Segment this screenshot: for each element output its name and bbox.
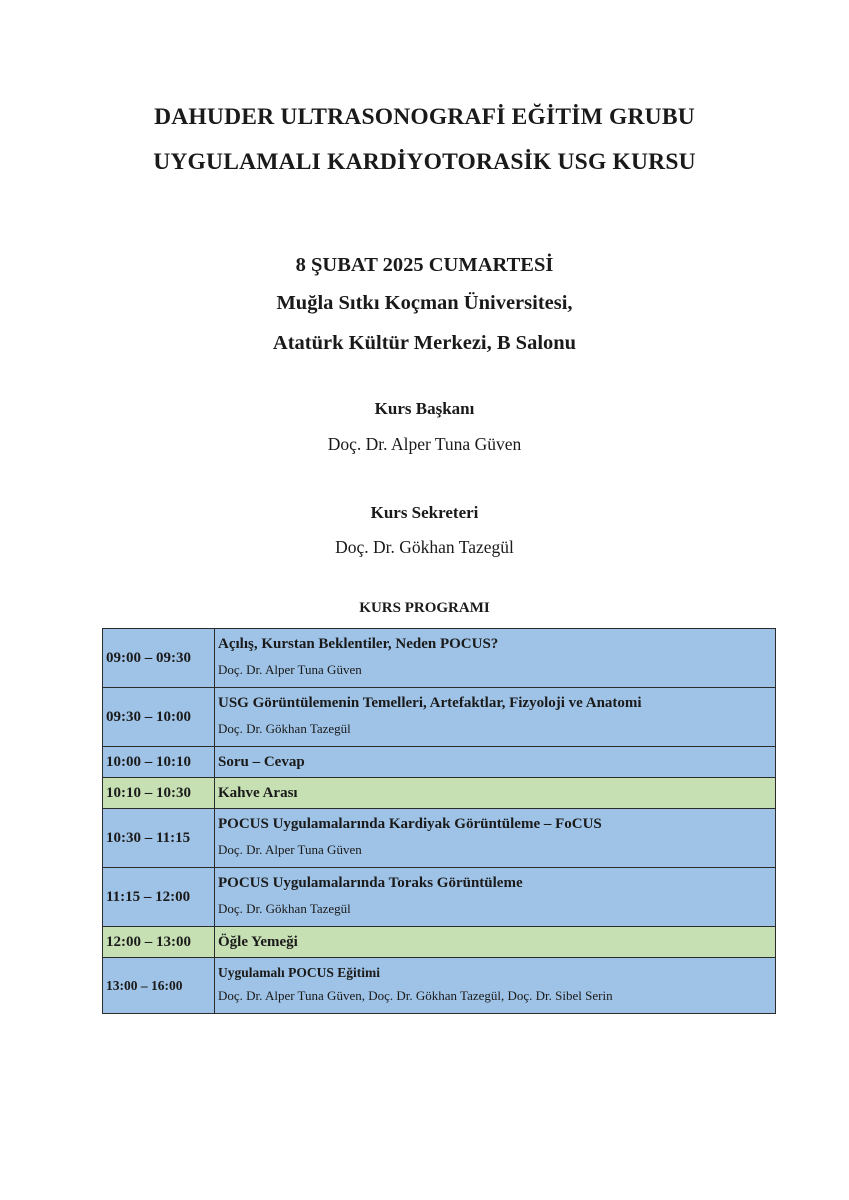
break-label: Kahve Arası	[218, 785, 298, 801]
session-cell	[215, 958, 776, 1014]
session-time: 10:00 – 10:10	[103, 747, 215, 778]
table-row	[103, 868, 776, 927]
session-topic: POCUS Uygulamalarında Kardiyak Görüntüleme – FoCUS	[218, 816, 602, 832]
secretary-name: Doç. Dr. Gökhan Tazegül	[335, 537, 514, 557]
venue-university: Muğla Sıtkı Koçman Üniversitesi,	[276, 292, 573, 314]
break-time: 10:10 – 10:30	[103, 778, 215, 809]
course-title: UYGULAMALI KARDİYOTORASİK USG KURSU	[153, 149, 696, 175]
session-time: 11:15 – 12:00	[103, 868, 215, 927]
session-speaker: Doç. Dr. Alper Tuna Güven	[218, 842, 362, 857]
secretary-label: Kurs Sekreteri	[370, 503, 479, 522]
session-topic: Soru – Cevap	[218, 754, 305, 770]
session-cell	[215, 747, 776, 778]
session-speaker: Doç. Dr. Gökhan Tazegül	[218, 721, 351, 736]
program-table	[102, 628, 776, 1014]
session-topic: POCUS Uygulamalarında Toraks Görüntüleme	[218, 875, 523, 891]
chair-label: Kurs Başkanı	[374, 399, 475, 418]
session-time: 10:30 – 11:15	[103, 809, 215, 868]
event-date: 8 ŞUBAT 2025 CUMARTESİ	[295, 254, 554, 276]
table-row	[103, 778, 776, 809]
chair-name: Doç. Dr. Alper Tuna Güven	[327, 434, 522, 454]
break-label: Öğle Yemeği	[218, 934, 298, 950]
session-time: 09:30 – 10:00	[103, 688, 215, 747]
session-speaker: Doç. Dr. Alper Tuna Güven, Doç. Dr. Gökhan Tazegül, Doç. Dr. Sibel Serin	[218, 988, 613, 1003]
session-cell	[215, 809, 776, 868]
session-topic: Uygulamalı POCUS Eğitimi	[218, 965, 381, 980]
break-cell	[215, 778, 776, 809]
table-row	[103, 809, 776, 868]
session-time: 13:00 – 16:00	[103, 958, 215, 1014]
session-speaker: Doç. Dr. Gökhan Tazegül	[218, 901, 351, 916]
session-topic: USG Görüntülemenin Temelleri, Artefaktlar, Fizyoloji ve Anatomi	[218, 695, 642, 711]
session-cell	[215, 868, 776, 927]
session-topic: Açılış, Kurstan Beklentiler, Neden POCUS?	[218, 636, 499, 652]
session-cell	[215, 629, 776, 688]
table-row	[103, 927, 776, 958]
break-time: 12:00 – 13:00	[103, 927, 215, 958]
break-cell	[215, 927, 776, 958]
program-title: KURS PROGRAMI	[359, 600, 490, 616]
table-row	[103, 747, 776, 778]
session-speaker: Doç. Dr. Alper Tuna Güven	[218, 662, 362, 677]
document-title: DAHUDER ULTRASONOGRAFİ EĞİTİM GRUBU	[154, 104, 695, 130]
table-row	[103, 958, 776, 1014]
table-row	[103, 688, 776, 747]
venue-hall: Atatürk Kültür Merkezi, B Salonu	[272, 332, 577, 354]
table-row	[103, 629, 776, 688]
session-time: 09:00 – 09:30	[103, 629, 215, 688]
session-cell	[215, 688, 776, 747]
